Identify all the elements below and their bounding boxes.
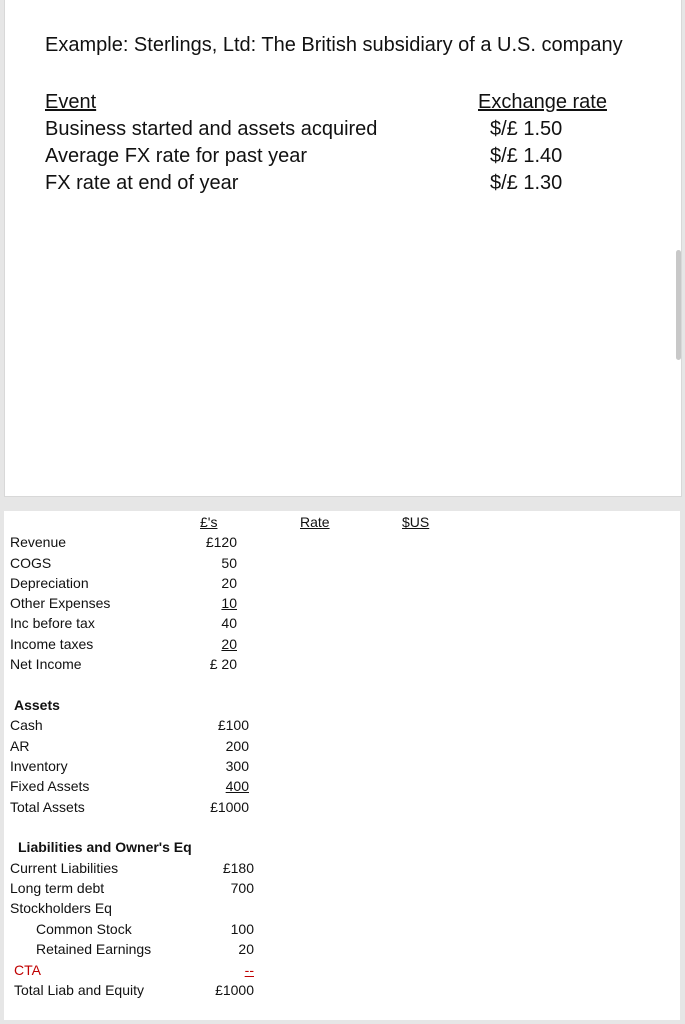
worksheet (4, 511, 680, 1020)
pounds-header: £'s (200, 514, 218, 530)
row-label: Current Liabilities (10, 860, 119, 876)
assets-header: Assets (14, 697, 60, 713)
row-value: 400 (225, 778, 249, 794)
rate-item: $/£ 1.40 (490, 145, 563, 167)
row-value: 20 (221, 575, 237, 591)
row-label: Total Assets (10, 799, 85, 815)
row-value: £100 (217, 717, 249, 733)
event-item: Business started and assets acquired (45, 118, 378, 140)
event-item: FX rate at end of year (45, 172, 239, 194)
row-value: £120 (205, 534, 237, 550)
rate-item: $/£ 1.50 (490, 118, 563, 140)
row-value: 300 (225, 758, 249, 774)
rate-item: $/£ 1.30 (490, 172, 563, 194)
row-value: 200 (225, 738, 249, 754)
slide-panel (4, 0, 682, 497)
row-value: 20 (238, 941, 254, 957)
row-value: 40 (221, 615, 237, 631)
row-label: COGS (10, 555, 52, 571)
row-value: £ 20 (209, 656, 237, 672)
row-label: Revenue (10, 534, 67, 550)
row-value: £1000 (210, 799, 249, 815)
row-label: Common Stock (36, 921, 132, 937)
rate-header: Exchange rate (478, 91, 607, 113)
row-label: Depreciation (10, 575, 89, 591)
row-label: Other Expenses (10, 595, 111, 611)
row-label: Stockholders Eq (10, 900, 112, 916)
row-value: 700 (230, 880, 254, 896)
cta-label: CTA (14, 962, 41, 978)
row-label: Inc before tax (10, 615, 95, 631)
row-value: £180 (222, 860, 254, 876)
row-value: 50 (221, 555, 237, 571)
row-value: 10 (221, 595, 237, 611)
row-value: 20 (221, 636, 237, 652)
row-label: Fixed Assets (10, 778, 90, 794)
row-label: Income taxes (10, 636, 94, 652)
liabilities-header: Liabilities and Owner's Eq (18, 839, 192, 855)
rate-list (478, 89, 607, 197)
row-value: £1000 (215, 982, 254, 998)
usd-column-header: $US (402, 514, 430, 530)
row-label: Cash (10, 717, 43, 733)
cta-value: -- (244, 962, 254, 978)
row-label: Retained Earnings (36, 941, 152, 957)
event-header: Event (45, 91, 97, 113)
row-value: 100 (230, 921, 254, 937)
event-list (45, 89, 377, 197)
scrollbar[interactable] (676, 250, 681, 360)
row-label: AR (10, 738, 30, 754)
row-label: Total Liab and Equity (14, 982, 144, 998)
row-label: Net Income (10, 656, 82, 672)
slide-title: Example: Sterlings, Ltd: The British subsidiary of a U.S. company (45, 34, 623, 56)
row-label: Inventory (10, 758, 68, 774)
row-label: Long term debt (10, 880, 105, 896)
rate-column-header: Rate (300, 514, 330, 530)
event-item: Average FX rate for past year (45, 145, 307, 167)
